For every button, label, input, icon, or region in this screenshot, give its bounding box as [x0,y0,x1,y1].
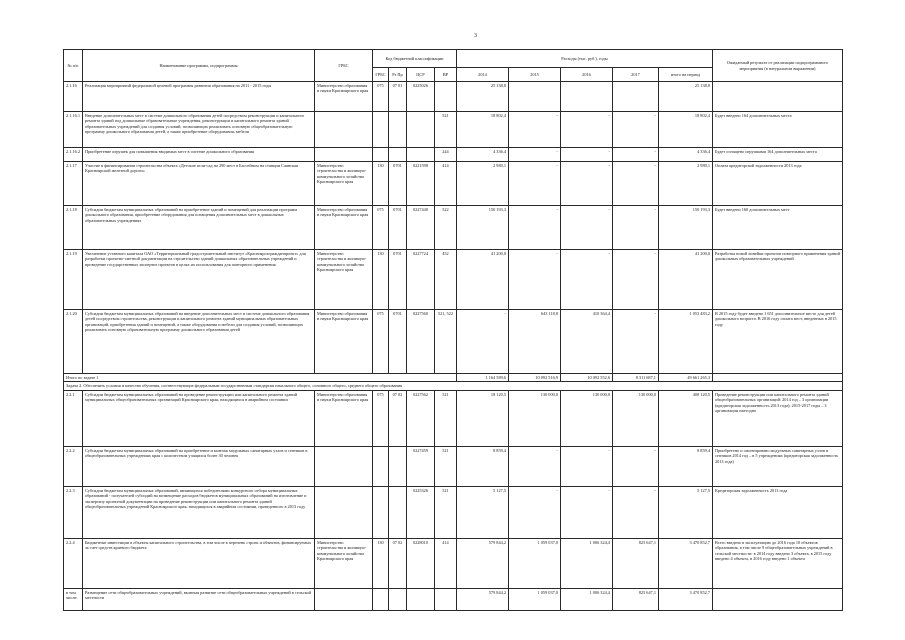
row-name: Увеличение уставного капитала ОАО «Территориальный градостроительный институт «Красноярскгражданпроект» для разработки проектно-сметной документации на строительство зданий дошкольных образовательных учреждений и проведение государственных экспертиз проектов в целях их использования для повторного применения [82,250,314,310]
total-task1-2015: 10 092 516,9 [508,374,560,382]
row-total: 18 802,4 [658,112,712,148]
row-grbs: Министерство образования и науки Красноярского края [314,390,372,446]
row-rzpr: 0701 [388,162,406,206]
row-csr: 0221598 [406,162,434,206]
row-grbs: Министерство образования и науки Красноярского края [314,310,372,374]
row-grbs: Министерство строительства и жилищно-коммунального хозяйства Красноярского края [314,538,372,588]
row-rzpr [388,112,406,148]
row-2015: - [508,112,560,148]
table-row [64,148,843,162]
including-csr [406,588,434,610]
including-row [64,588,843,610]
row-number: 2.1.20 [64,310,83,374]
row-2017: - [612,206,658,250]
row-vr: 414 [434,538,456,588]
row-2014: 8 859,4 [456,446,508,486]
row-rzpr: 07 01 [388,82,406,112]
row-total: 1 053 483,2 [658,310,712,374]
row-grbs: Министерство образования и науки Красноярского края [314,82,372,112]
header-sub-2016: 2016 [560,68,612,82]
row-name: Субсидии бюджетам муниципальных образований на приобретение зданий и помещений для реализации программ дошкольного образования, приобретение оборудования для оснащения дополнительных мест в дошкольных образовательных учреждениях [82,206,314,250]
row-grbs-code [372,148,388,162]
total-task1-row [64,374,843,382]
row-2015: - [508,486,560,538]
row-2016: - [560,162,612,206]
row-name: Субсидии бюджетам муниципальных образований на приобретение и монтаж модульных санитарных узлов и септиков в общеобразовательных учреждениях края с количеством учащихся более 30 человек [82,446,314,486]
row-grbs-code [372,446,388,486]
row-result [712,82,842,112]
row-number: 2.2.3 [64,486,83,538]
row-csr [406,148,434,162]
header-expenses: Расходы (тыс. руб.), годы [456,50,712,68]
row-rzpr: 07 02 [388,538,406,588]
row-2017: - [612,112,658,148]
row-name: Бюджетные инвестиции в объекты капитального строительства, в том числе в перечень строек и объектов, финансируемых за счет средств краевого бюджета [82,538,314,588]
row-total: 150 193,3 [658,206,712,250]
row-2016: - [560,446,612,486]
budget-table [63,49,843,611]
row-grbs [314,446,372,486]
task2-title: Задача 2. Обеспечить условия и качество обучения, соответствующие федеральным государственным стандартам начального общего, основного общего, среднего общего образования [64,382,843,390]
row-name: Приобретение игрушек для повышения вводимых мест в системе дошкольного образования [82,148,314,162]
row-rzpr: 0701 [388,250,406,310]
row-2016: - [560,250,612,310]
row-vr: 414 [434,162,456,206]
row-grbs [314,148,372,162]
row-total: 408 120,5 [658,390,712,446]
header-name: Наименование программы, подпрограммы [82,50,314,82]
including-vr [434,588,456,610]
row-vr: 522 [434,206,456,250]
header-sub-2014: 2014 [456,68,508,82]
row-result: Проведение реконструкции или капитального ремонта зданий общеобразовательных организаций: 2014 год – 3 организации (кредиторская задолженность 2013 года); 2015-2017 годы – 3 организации ежегодно [712,390,842,446]
row-2016 [560,82,612,112]
row-2015: 130 000,0 [508,390,560,446]
including-total: 3 470 852,7 [658,588,712,610]
row-number: 2.2.1 [64,390,83,446]
including-grbs-code [372,588,388,610]
row-2015: - [508,148,560,162]
row-total: 25 138,8 [658,82,712,112]
row-csr: 0227724 [406,250,434,310]
total-task1-total: 49 661 265,3 [658,374,712,382]
row-total: 5 127,5 [658,486,712,538]
row-grbs-code: 130 [372,538,388,588]
header-sub-2015: 2015 [508,68,560,82]
row-csr: 0227562 [406,390,434,446]
row-2017: - [612,162,658,206]
row-grbs: Министерство строительства и жилищно-коммунального хозяйства Красноярского края [314,162,372,206]
row-grbs-code: 130 [372,250,388,310]
row-2014: 5 127,5 [456,486,508,538]
row-name: Субсидии бюджетам муниципальных образований, являющихся победителями конкурсного отбора муниципальных образований - получателей субсидий на возмещение расходов бюджетов муниципальных образований на изготовление и экспертизу проектной документации на проведение реконструкции или капитального ремонта зданий общеобразовательных учреждений Красноярского края, находящихся в аварийном состоянии, проведенного в 2013 году [82,486,314,538]
row-csr: 0228010 [406,538,434,588]
header-sub-csr: ЦСР [406,68,434,82]
row-rzpr: 0701 [388,206,406,250]
header-result: Ожидаемый результат от реализации подпрограммного мероприятия (в натуральном выражении) [712,50,842,82]
including-rzpr [388,588,406,610]
row-result: Будет введено 164 дополнительных места [712,112,842,148]
row-result: Кредиторская задолженность 2013 года [712,486,842,538]
row-number: 2.1.19 [64,250,83,310]
table-row [64,162,843,206]
row-number: 2.1.16 [64,82,83,112]
row-name: Субсидии бюджетам муниципальных образований на проведение реконструкции или капитального ремонта зданий муниципальных общеобразовательных организаций Красноярского края, находящихся в аварийном состоянии [82,390,314,446]
table-row [64,446,843,486]
total-task1-2016: 10 092 552,6 [560,374,612,382]
row-2016: 130 000,0 [560,390,612,446]
row-vr: 521 [434,486,456,538]
row-vr: 452 [434,250,456,310]
row-vr: 521, 522 [434,310,456,374]
total-task1-2014: 1 164 589,6 [456,374,508,382]
including-2016: 1 006 324,4 [560,588,612,610]
row-2016: - [560,112,612,148]
row-total: 2 980,1 [658,162,712,206]
row-result: Разработка новой линейки проектов повторного применения зданий дошкольных образовательных учреждений [712,250,842,310]
row-name: Введение дополнительных мест в системе дошкольного образования детей посредством реконструкции и капитального ремонта зданий под дошкольные образовательные учреждения, реконструкции и капитального ремонта зданий образовательных учреждений для создания условий, позволяющих реализовать основную общеобразовательную программу дошкольного образования детей, а также приобретение оборудования, мебели [82,112,314,148]
table-row [64,112,843,148]
row-csr: 0225326 [406,486,434,538]
row-grbs [314,112,372,148]
row-grbs [314,486,372,538]
row-grbs-code: 075 [372,310,388,374]
row-grbs-code: 130 [372,162,388,206]
table-row [64,206,843,250]
row-result: Приобретено и смонтировано модульных санитарных узлов и септиков 2014 год – в 5 учреждениях (кредиторская задолженность 2013 года) [712,446,842,486]
row-csr [406,112,434,148]
row-2014: 150 193,3 [456,206,508,250]
including-label: в том числе: [64,588,83,610]
row-2017: - [612,250,658,310]
row-vr: 244 [434,148,456,162]
row-2017: - [612,148,658,162]
row-2015: - [508,162,560,206]
row-2017 [612,82,658,112]
row-2015: 1 059 037,0 [508,538,560,588]
row-2017: 130 000,0 [612,390,658,446]
row-result: Оплата кредиторской задолженности 2013 года [712,162,842,206]
row-number: 2.2.4 [64,538,83,588]
row-grbs: Министерство образования и науки Красноярского края [314,206,372,250]
table-row [64,538,843,588]
row-number: 2.2.2 [64,446,83,486]
page-number: 3 [474,33,477,39]
row-2016: - [560,206,612,250]
header-sub-total: итого на период [658,68,712,82]
row-grbs-code: 075 [372,206,388,250]
row-2017: - [612,486,658,538]
row-vr: 521 [434,112,456,148]
header-sub-grbs: ГРБС [372,68,388,82]
row-csr: 0227440 [406,206,434,250]
row-2015: - [508,206,560,250]
row-csr: 0227560 [406,310,434,374]
row-total: 8 859,4 [658,446,712,486]
row-2016: - [560,486,612,538]
header-no: № п/п [64,50,83,82]
header-grbs: ГРБС [314,50,372,82]
row-2016: 1 006 324,4 [560,538,612,588]
total-task1-2017: 8 311 687,1 [612,374,658,382]
table-row [64,82,843,112]
row-grbs-code: 075 [372,82,388,112]
including-result [712,588,842,610]
row-2014: 41 200,0 [456,250,508,310]
row-2017: 825 647,1 [612,538,658,588]
row-vr [434,82,456,112]
row-number: 2.1.17 [64,162,83,206]
row-name: Субсидии бюджетам муниципальных образований на введение дополнительных мест в системе дошкольного образования детей посредством строительства, реконструкции и капитального ремонта зданий муниципальных образовательных организаций, приобретения зданий и помещений, а также оборудования и мебели для создания условий, позволяющих реализовать основную образовательную программу дошкольного образования детей [82,310,314,374]
row-grbs: Министерство строительства и жилищно-коммунального хозяйства Красноярского края [314,250,372,310]
row-2017: - [612,446,658,486]
table-row [64,250,843,310]
header-sub-2017: 2017 [612,68,658,82]
table-row [64,486,843,538]
including-grbs [314,588,372,610]
row-rzpr [388,446,406,486]
row-2017: - [612,310,658,374]
row-rzpr: 07 02 [388,390,406,446]
total-task1-label: Итого по задаче 1 [64,374,457,382]
row-result: Всего введено в эксплуатацию до 2016 года 10 объектов образования, в том числе 9 общеобразовательных учреждений в сельской местности: в 2014 году введено 3 объекта, в 2015 году введено 4 объекта, в 2016 году введено 1 объекта [712,538,842,588]
row-2014: 2 980,1 [456,162,508,206]
row-2014: 25 138,8 [456,82,508,112]
row-2015: 643 118,8 [508,310,560,374]
header-kbk: Код бюджетной классификации [372,50,456,68]
header-sub-vr: ВР [434,68,456,82]
row-total: 4 336,4 [658,148,712,162]
budget-table-sheet [63,49,843,611]
row-csr: 0227459 [406,446,434,486]
row-2015: - [508,446,560,486]
table-row [64,390,843,446]
including-2015: 1 059 037,0 [508,588,560,610]
row-csr: 0225026 [406,82,434,112]
including-name: Размещение сети общеобразовательных учреждений, включая развитие сети общеобразовательных учреждений в сельской местности [82,588,314,610]
row-2014: 18 120,5 [456,390,508,446]
row-2014: 4 336,4 [456,148,508,162]
row-number: 2.1.18 [64,206,83,250]
row-result: Будет оснащено игрушками 164 дополнительных места [712,148,842,162]
row-result: Будет введено 160 дополнительных мест [712,206,842,250]
row-rzpr [388,486,406,538]
total-task1-result [712,374,842,382]
including-2014: 579 844,2 [456,588,508,610]
row-2016: 410 364,4 [560,310,612,374]
row-total: 3 470 852,7 [658,538,712,588]
row-2015: - [508,250,560,310]
row-rzpr: 0701 [388,310,406,374]
row-grbs-code: 075 [372,390,388,446]
row-vr: 521 [434,390,456,446]
row-rzpr [388,148,406,162]
row-name: Реализация мероприятий федеральной целевой программы развития образования на 2011 - 2015 годы [82,82,314,112]
including-2017: 825 647,1 [612,588,658,610]
row-number: 2.1.16.2 [64,148,83,162]
table-row [64,310,843,374]
row-2014: 18 802,4 [456,112,508,148]
row-2015 [508,82,560,112]
row-result: В 2015 году будет введено 1 651 дополнительное место для детей дошкольного возраста. В 2016 году оплата мест, введенных в 2015 году [712,310,842,374]
row-grbs-code [372,486,388,538]
row-vr: 521 [434,446,456,486]
header-sub-rzpr: Рз Пр [388,68,406,82]
row-grbs-code [372,112,388,148]
row-name: Участие в финансировании строительства объекта «Детские ясли-сад на 290 мест в Бассейном на станции Саянская Красноярской железной дороги» [82,162,314,206]
row-number: 2.1.16.1 [64,112,83,148]
row-2014: - [456,310,508,374]
task2-row [64,382,843,390]
row-2016: - [560,148,612,162]
row-2014: 579 844,2 [456,538,508,588]
row-total: 41 200,0 [658,250,712,310]
